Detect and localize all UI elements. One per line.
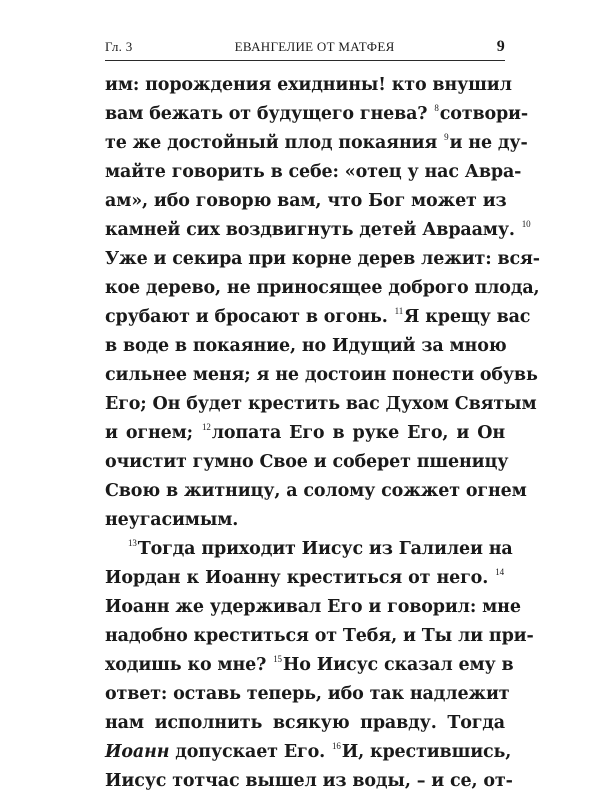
verse-number: 13 xyxy=(128,538,137,548)
scripture-text xyxy=(105,71,540,796)
text-line: в воде в покаяние, но Идущий за мною xyxy=(105,336,507,356)
text-line: неугасимым. xyxy=(105,510,239,530)
text-line: ответ: оставь теперь, ибо так надлежит xyxy=(105,684,510,704)
verse-number: 10 xyxy=(521,219,531,229)
text-line: кое дерево, не приносящее доброго плода, xyxy=(105,278,540,298)
running-header xyxy=(105,38,505,60)
text-line: Иоанн же удерживал Его и говорил: мне xyxy=(105,597,521,617)
text-line: Его; Он будет крестить вас Духом Святым xyxy=(105,394,537,414)
text-line: Иоанн допускает Его. $^{16}$И, крестившись, xyxy=(105,741,512,762)
verse-number: 16 xyxy=(332,741,341,751)
text-line: Иордан к Иоанну креститься от него. $^{14}$ xyxy=(105,567,504,588)
text-line: камней сих воздвигнуть детей Аврааму. $^{10}$ xyxy=(105,219,531,240)
text-line: Свою в житницу, а солому сожжет огнем xyxy=(105,481,527,501)
verse-number: 11 xyxy=(394,306,404,316)
italic-word: Иоанн xyxy=(105,742,170,762)
header-rule xyxy=(105,60,505,61)
text-line: очистит гумно Свое и соберет пшеницу xyxy=(105,452,509,472)
chapter-label: Гл. 3 xyxy=(105,39,133,54)
book-title: ЕВАНГЕЛИЕ ОТ МАТФЕЯ xyxy=(234,39,395,54)
text-line: надобно креститься от Тебя, и Ты ли при- xyxy=(105,626,534,646)
verse-number: 15 xyxy=(273,654,282,664)
text-line: и огнем; $^{12}$лопата Его в руке Его, и Он xyxy=(105,422,506,443)
text-line: сильнее меня; я не достоин понести обувь xyxy=(105,365,538,385)
text-line: вам бежать от будущего гнева? $^8$сотвори- xyxy=(105,103,529,124)
verse-number: 12 xyxy=(202,422,211,432)
text-line: те же достойный плод покаяния $^9$и не ду- xyxy=(105,132,528,153)
text-line: майте говорить в себе: «отец у нас Авра- xyxy=(105,162,522,182)
verse-number: 9 xyxy=(444,132,449,142)
text-line: им: порождения ехиднины! кто внушил xyxy=(105,75,512,95)
text-line: нам исполнить всякую правду. Тогда xyxy=(105,713,505,733)
page-number: 9 xyxy=(496,38,505,55)
text-line: $^{13}$Тогда приходит Иисус из Галилеи на xyxy=(128,538,513,559)
book-page xyxy=(105,38,540,796)
text-line: ходишь ко мне? $^{15}$Но Иисус сказал ему в xyxy=(105,654,514,675)
verse-number: 8 xyxy=(434,103,439,113)
text-line: Уже и секира при корне дерев лежит: вся- xyxy=(105,249,540,269)
text-line: срубают и бросают в огонь. $^{11}$Я крещу вас xyxy=(105,306,531,327)
verse-number: 14 xyxy=(495,567,504,577)
text-line: ам», ибо говорю вам, что Бог может из xyxy=(105,191,507,211)
text-line: Иисус тотчас вышел из воды, – и се, от- xyxy=(105,771,513,791)
